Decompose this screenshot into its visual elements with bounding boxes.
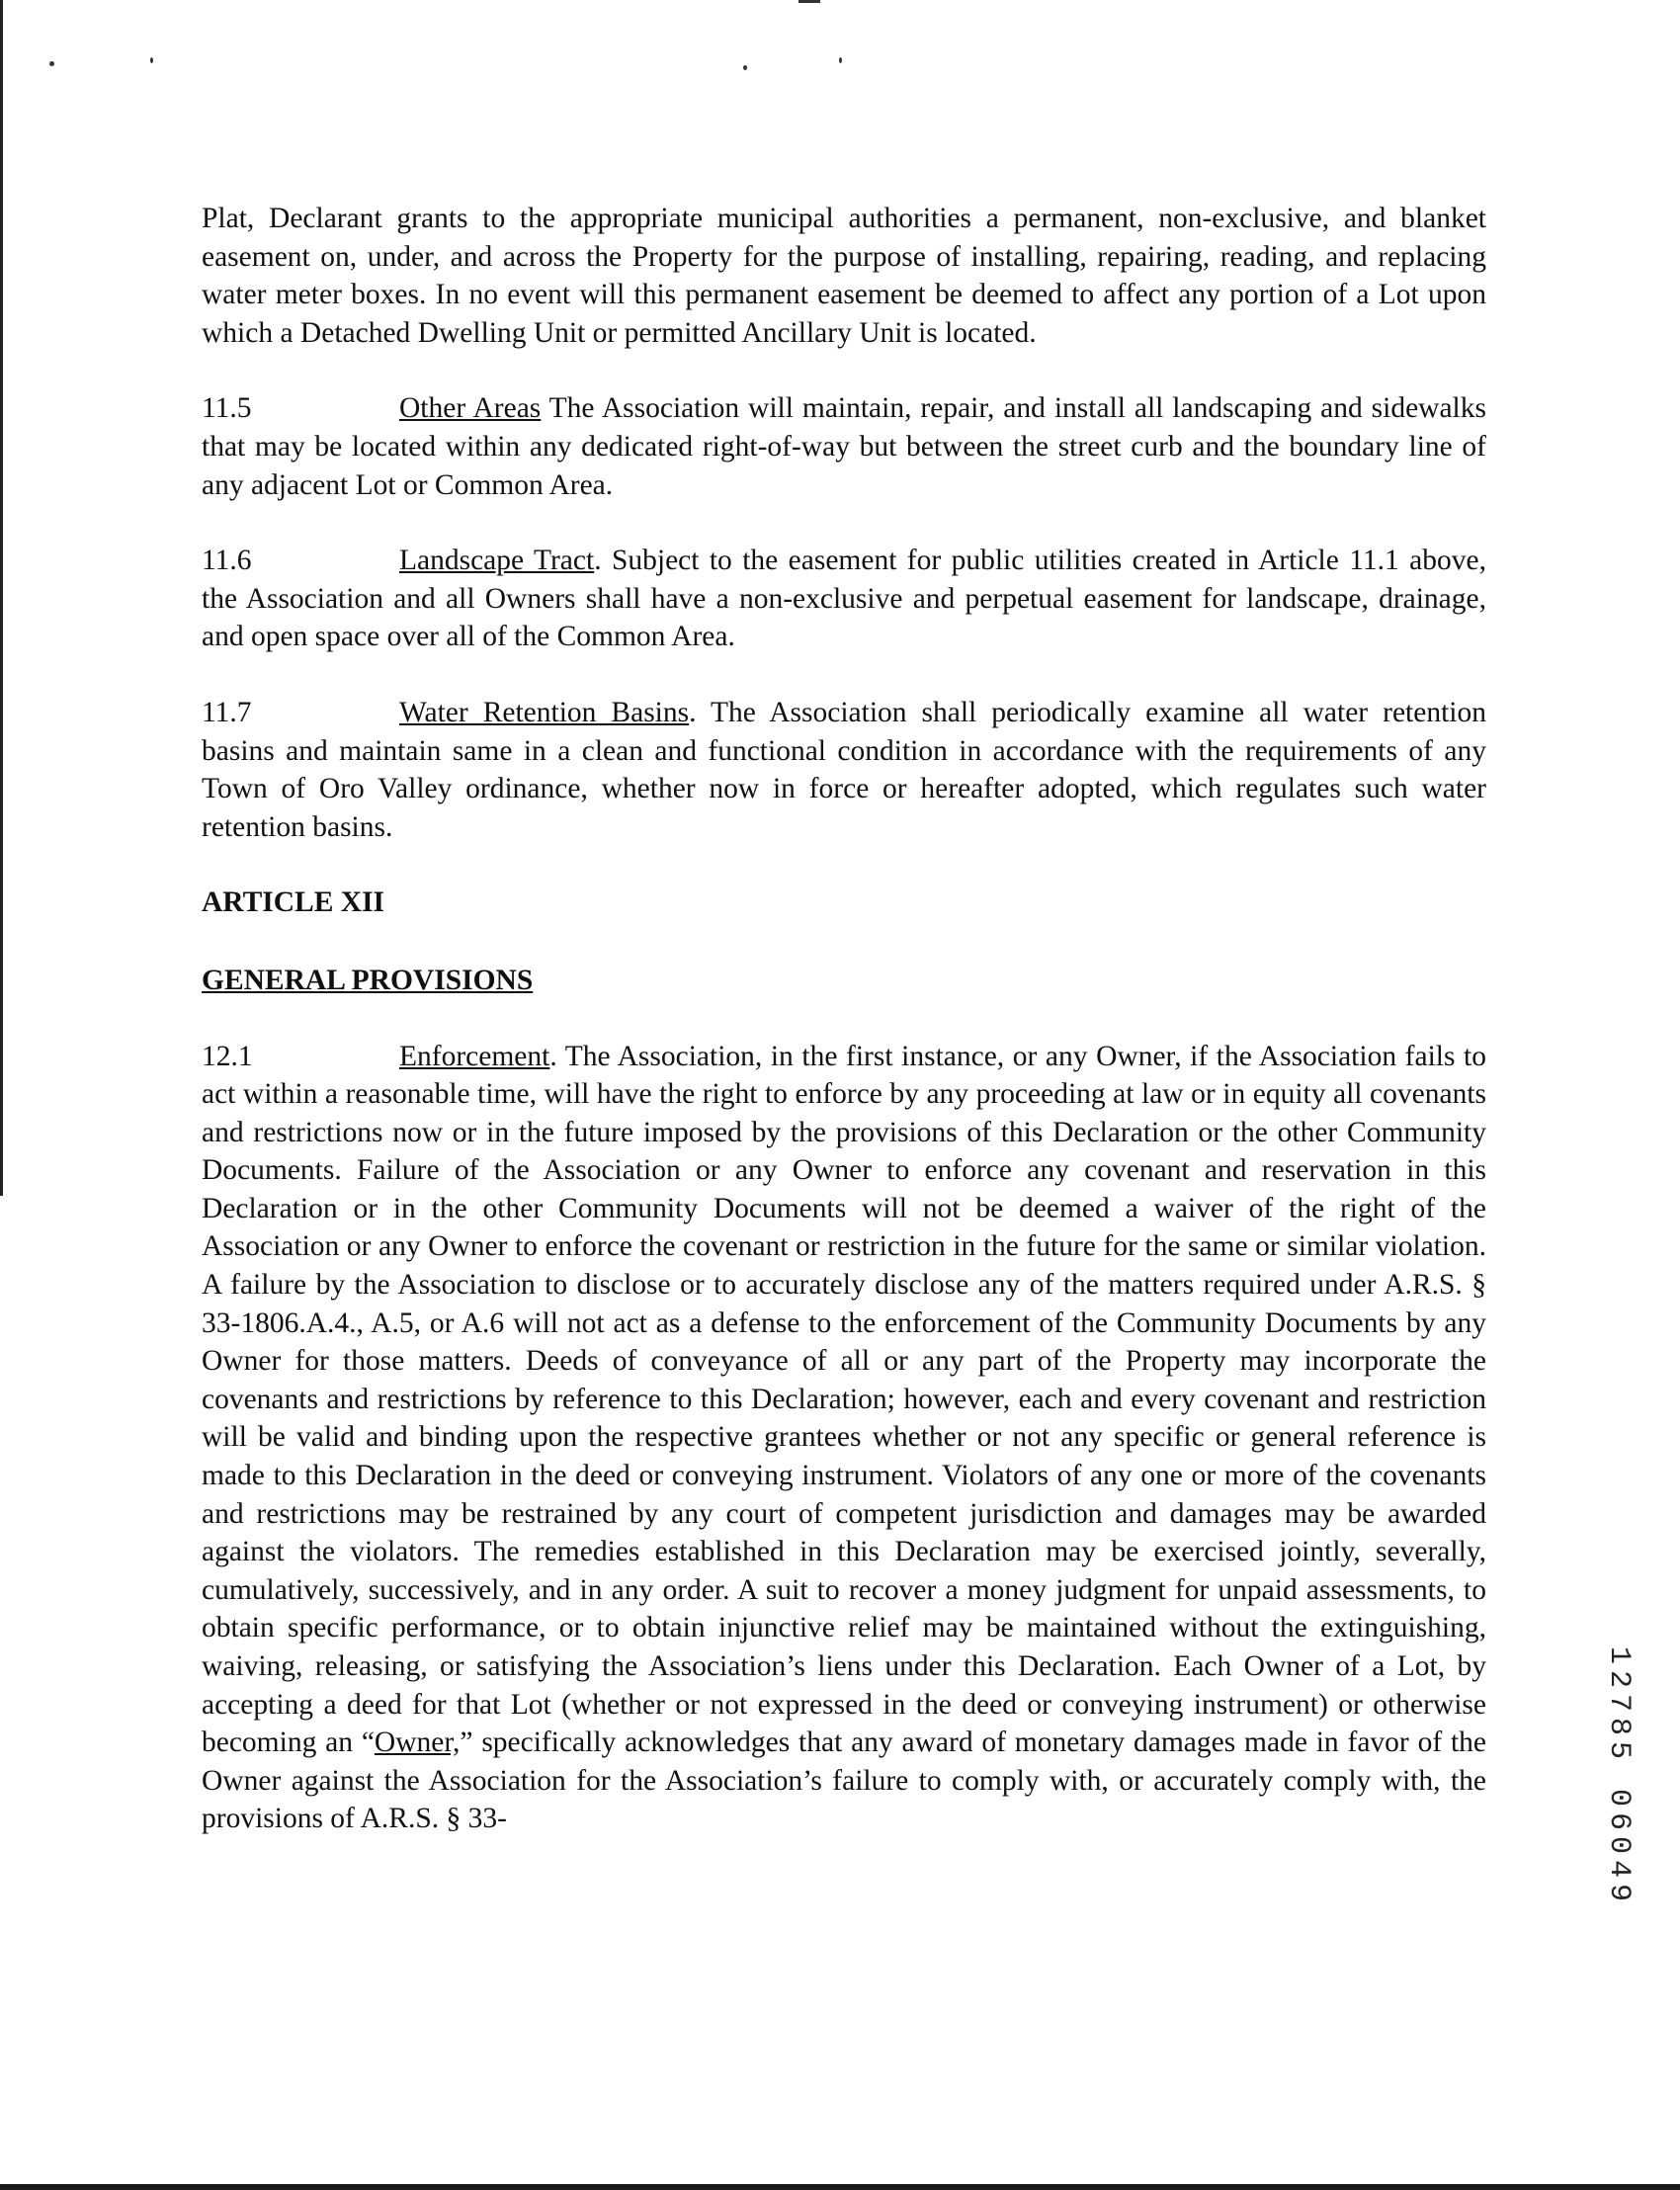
- recording-stamp: [1599, 1589, 1638, 1965]
- section-body: . The Association shall periodically examine all water retention basins and maintain same in a clean and functional condition in accordance with the requirements of any Town of Oro Valley ordinance, whether now in force or hereafter adopted, which regulates such water retention basins.: [202, 696, 1486, 843]
- section-11-7: [202, 694, 1486, 846]
- scan-speck: [798, 0, 820, 3]
- scan-speck: [839, 57, 842, 63]
- document-body: [202, 200, 1486, 1876]
- section-heading: Water Retention Basins: [399, 696, 690, 728]
- section-number: 11.7: [202, 696, 252, 728]
- section-11-6: [202, 542, 1486, 656]
- article-heading: ARTICLE XII: [202, 886, 385, 919]
- section-body: The Association will maintain, repair, and install all landscaping and sidewalks that may be located within any dedicated right-of-way but between the street curb and the boundary line of any adjacent Lot or Common Area.: [202, 392, 1486, 501]
- section-heading: Enforcement: [399, 1040, 550, 1072]
- section-body-part-a: . The Association, in the first instance, or any Owner, if the Association fails to act within a reasonable time, will have the right to enforce by any proceeding at law or in equity all covenants and restrictions now or in the future imposed by the provisions of this Declaration or the other Community Documents. Failure of the Association or any Owner to enforce any covenant and reservation in this Declaration or in the other Community Documents will not be deemed a waiver of the right of the Association or any Owner to enforce the covenant or restriction in the future for the same or similar violation. A failure by the Association to disclose or to accurately disclose any of the matters required under A.R.S. § 33-1806.A.4., A.5, or A.6 will not act as a defense to the enforcement of the Community Documents by any Owner for those matters. Deeds of conveyance of all or any part of the Property may incorporate the covenants and restrictions by reference to this Declaration; however, each and every covenant and restriction will be valid and binding upon the respective grantees whether or not any specific or general reference is made to this Declaration in the deed or conveying instrument. Violators of any one or more of the covenants and restrictions may be restrained by any court of competent jurisdiction and damages may be awarded against the violators. The remedies established in this Declaration may be exercised jointly, severally, cumulatively, successively, and in any order. A suit to recover a money judgment for unpaid assessments, to obtain specific performance, or to obtain injunctive relief may be maintained without the extinguishing, waiving, releasing, or satisfying the Association’s liens under this Declaration. Each Owner of a Lot, by accepting a deed for that Lot (whether or not expressed in the deed or conveying instrument) or otherwise becoming an “: [202, 1040, 1486, 1759]
- section-11-5: [202, 389, 1486, 504]
- article-title: GENERAL PROVISIONS: [202, 964, 534, 996]
- recording-stamp-text: 12785 06049: [1602, 1645, 1637, 1908]
- scan-speck: [150, 57, 153, 63]
- section-heading: Other Areas: [399, 392, 542, 425]
- section-number: 11.5: [202, 392, 252, 425]
- section-body: . Subject to the easement for public utilities created in Article 11.1 above, the Association and all Owners shall have a non-exclusive and perpetual easement for landscape, drainage, and open space over all of the Common Area.: [202, 545, 1486, 653]
- section-number: 12.1: [202, 1040, 253, 1072]
- section-12-1: [202, 1038, 1486, 1838]
- scan-speck: [49, 61, 54, 66]
- scan-speck: [743, 65, 747, 70]
- scan-edge-left: [0, 0, 3, 1196]
- section-body-part-b: ” specifically acknowledges that any award of monetary damages made in favor of the Owner against the Association for the Association’s failure to comply with, or accurately comply with, the provisions of A.R.S. § 33-: [202, 1727, 1486, 1835]
- paragraph-intro: Plat, Declarant grants to the appropriate municipal authorities a permanent, non-exclusive, and blanket easement on, under, and across the Property for the purpose of installing, repairing, reading, and replacing water meter boxes. In no event will this permanent easement be deemed to affect any portion of a Lot upon which a Detached Dwelling Unit or permitted Ancillary Unit is located.: [202, 203, 1486, 349]
- defined-term-owner: Owner,: [374, 1727, 461, 1759]
- section-number: 11.6: [202, 545, 252, 577]
- section-heading: Landscape Tract: [399, 545, 595, 577]
- scan-edge-bottom: [0, 2184, 1680, 2190]
